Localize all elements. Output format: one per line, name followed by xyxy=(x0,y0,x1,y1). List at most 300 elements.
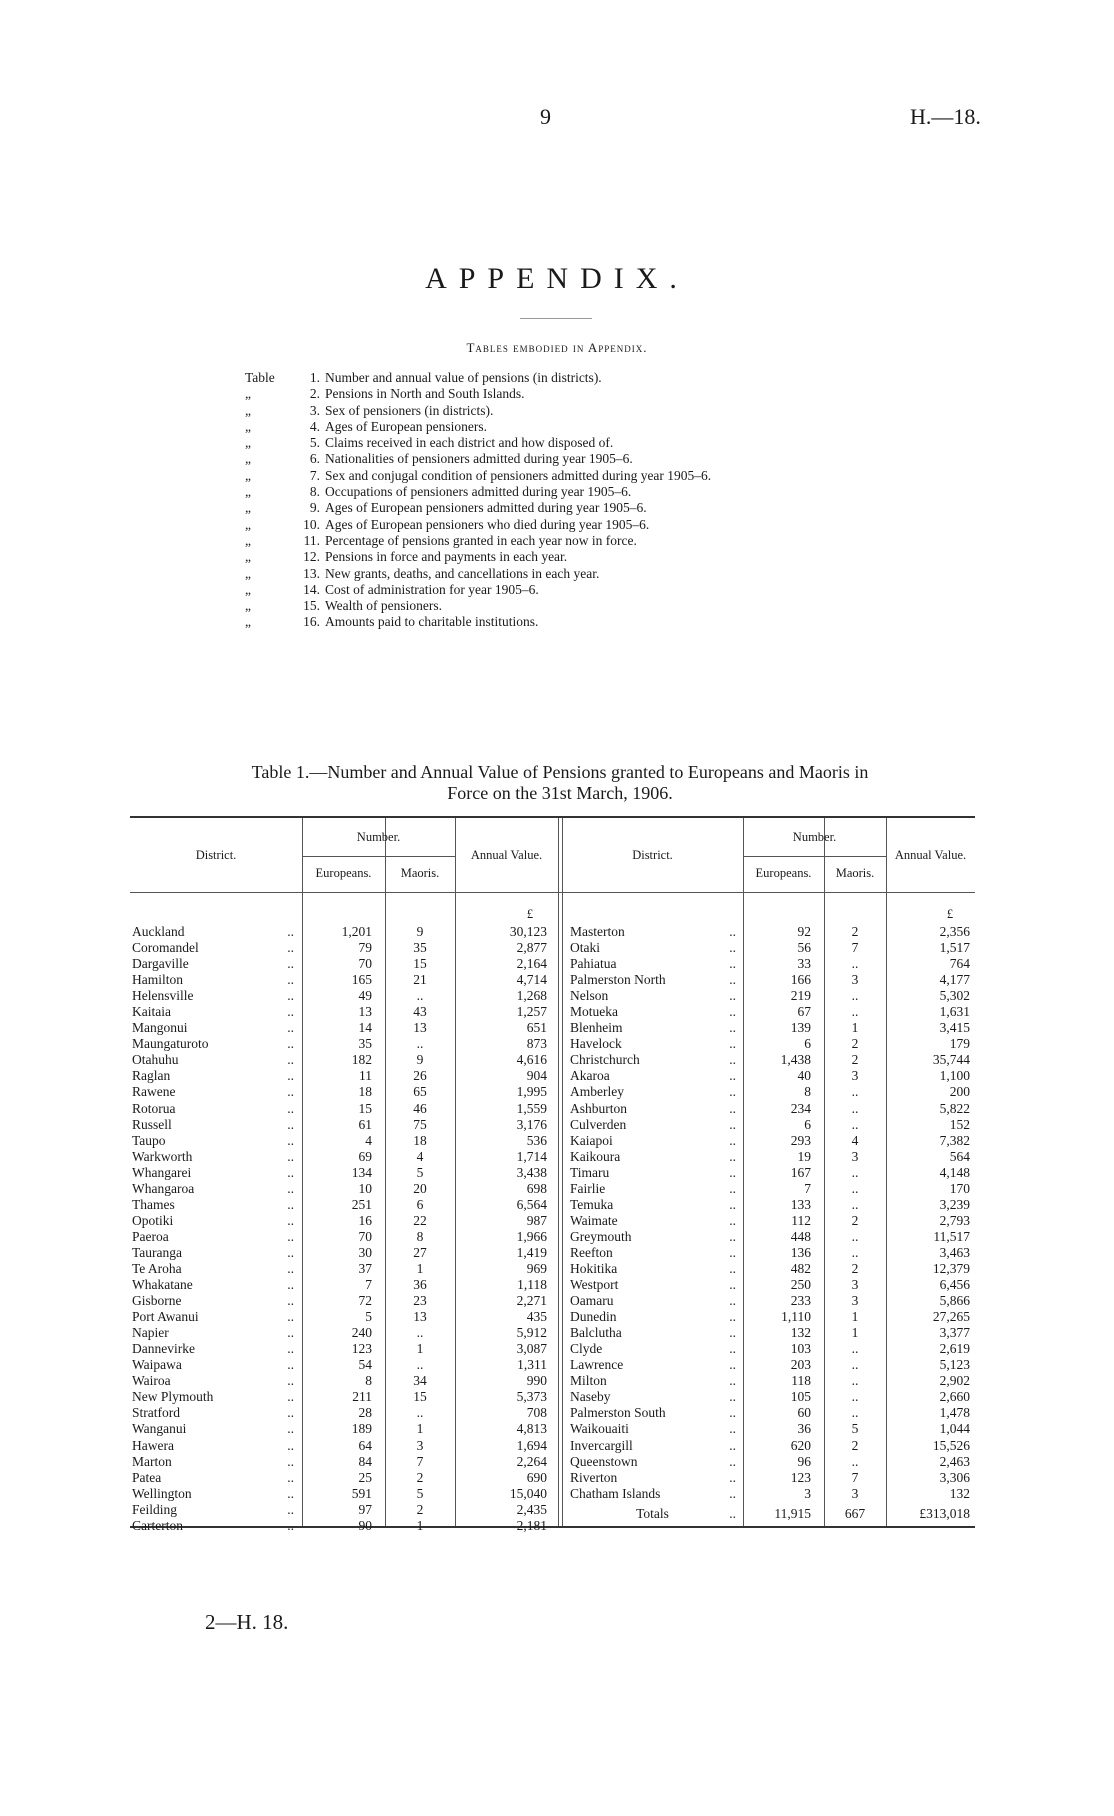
leader-dots: .. xyxy=(287,1244,294,1260)
left-europeans-column xyxy=(302,924,372,1534)
leader-dots: .. xyxy=(287,940,294,956)
leader-dots: .. xyxy=(729,1020,736,1036)
europeans-cell: 167 xyxy=(790,1164,811,1180)
europeans-cell: 28 xyxy=(358,1405,372,1421)
leader-dots: .. xyxy=(729,1036,736,1052)
maoris-cell: 5 xyxy=(851,1421,859,1437)
toc-lead: „ xyxy=(245,484,251,500)
maoris-cell: .. xyxy=(416,1357,424,1373)
annual-value-cell: 2,463 xyxy=(939,1453,970,1469)
annual-value-cell: 969 xyxy=(526,1260,547,1276)
toc-item xyxy=(245,468,711,484)
europeans-cell: 132 xyxy=(790,1325,811,1341)
toc-number: 16. xyxy=(303,614,320,630)
europeans-cell: 6 xyxy=(804,1036,811,1052)
annual-value-cell: 1,257 xyxy=(516,1004,547,1020)
maoris-cell: 4 xyxy=(416,1148,424,1164)
district-cell: Balclutha xyxy=(570,1325,622,1341)
annual-value-cell: 764 xyxy=(949,956,970,972)
maoris-cell: 46 xyxy=(413,1100,427,1116)
leader-dots: .. xyxy=(287,1485,294,1501)
annual-value-cell: 5,373 xyxy=(516,1389,547,1405)
maoris-cell: 15 xyxy=(413,1389,427,1405)
district-cell: Dargaville xyxy=(132,956,189,972)
maoris-cell: 22 xyxy=(413,1212,427,1228)
table-of-contents xyxy=(245,370,711,631)
europeans-cell: 8 xyxy=(365,1373,372,1389)
district-cell: Amberley xyxy=(570,1084,624,1100)
leader-dots: .. xyxy=(729,988,736,1004)
europeans-cell: 35 xyxy=(358,1036,372,1052)
maoris-cell: 2 xyxy=(851,1052,859,1068)
annual-value-cell: 3,239 xyxy=(939,1196,970,1212)
toc-text: Nationalities of pensioners admitted during year 1905–6. xyxy=(325,451,633,467)
maoris-cell: 13 xyxy=(413,1309,427,1325)
district-cell: Rotorua xyxy=(132,1100,176,1116)
district-cell: Ashburton xyxy=(570,1100,627,1116)
europeans-cell: 293 xyxy=(790,1132,811,1148)
toc-text: New grants, deaths, and cancellations in each year. xyxy=(325,565,600,581)
europeans-cell: 60 xyxy=(797,1405,811,1421)
toc-number: 11. xyxy=(303,532,320,548)
leader-dots: .. xyxy=(729,1228,736,1244)
annual-value-cell: 15,040 xyxy=(509,1485,547,1501)
maoris-cell: 65 xyxy=(413,1084,427,1100)
leader-dots: .. xyxy=(729,1469,736,1485)
europeans-cell: 165 xyxy=(351,972,372,988)
annual-value-cell: 1,631 xyxy=(939,1004,970,1020)
toc-lead: „ xyxy=(245,418,251,434)
district-cell: Palmerston North xyxy=(570,972,666,988)
district-cell: Westport xyxy=(570,1277,619,1293)
leader-dots: .. xyxy=(287,1260,294,1276)
leader-dots: .. xyxy=(287,1020,294,1036)
district-cell: Temuka xyxy=(570,1196,614,1212)
leader-dots: .. xyxy=(287,1068,294,1084)
maoris-cell: 18 xyxy=(413,1132,427,1148)
header-annual-value-right: Annual Value. xyxy=(894,848,967,862)
maoris-cell: 75 xyxy=(413,1116,427,1132)
europeans-cell: 96 xyxy=(797,1453,811,1469)
toc-item xyxy=(245,598,711,614)
district-cell: Reefton xyxy=(570,1244,613,1260)
maoris-cell: 23 xyxy=(413,1293,427,1309)
leader-dots: .. xyxy=(287,1036,294,1052)
toc-number: 14. xyxy=(303,581,320,597)
maoris-cell: 21 xyxy=(413,972,427,988)
leader-dots: .. xyxy=(729,1373,736,1389)
maoris-cell: 2 xyxy=(416,1469,424,1485)
leader-dots: .. xyxy=(729,1164,736,1180)
maoris-cell: 2 xyxy=(851,924,859,939)
europeans-cell: 1,201 xyxy=(341,924,372,939)
annual-value-cell: 4,148 xyxy=(939,1164,970,1180)
maoris-cell: 1 xyxy=(416,1421,424,1437)
leader-dots: .. xyxy=(729,1212,736,1228)
district-cell: Otahuhu xyxy=(132,1052,179,1068)
europeans-cell: 19 xyxy=(797,1148,811,1164)
district-cell: Dunedin xyxy=(570,1309,617,1325)
leader-dots: .. xyxy=(287,1100,294,1116)
header-europeans-left: Europeans. xyxy=(315,866,372,880)
annual-value-cell: 5,302 xyxy=(939,988,970,1004)
maoris-cell: 4 xyxy=(851,1132,859,1148)
maoris-cell: .. xyxy=(851,1116,859,1132)
annual-value-cell: 2,181 xyxy=(516,1517,547,1533)
annual-value-cell: 2,264 xyxy=(516,1453,547,1469)
leader-dots: .. xyxy=(287,1196,294,1212)
leader-dots: .. xyxy=(729,1357,736,1373)
district-cell: Wairoa xyxy=(132,1373,171,1389)
toc-lead: Table xyxy=(245,370,275,385)
toc-text: Occupations of pensioners admitted during year 1905–6. xyxy=(325,484,632,500)
totals-annual-value: £313,018 xyxy=(919,1506,970,1521)
leader-dots: .. xyxy=(729,1084,736,1100)
district-cell: Waimate xyxy=(570,1212,618,1228)
district-cell: Taupo xyxy=(132,1132,166,1148)
district-cell: Rawene xyxy=(132,1084,176,1100)
leader-dots: .. xyxy=(287,1421,294,1437)
europeans-cell: 182 xyxy=(351,1052,372,1068)
annual-value-cell: 3,306 xyxy=(939,1469,970,1485)
annual-value-cell: 2,164 xyxy=(516,956,547,972)
header-annual-value-left: Annual Value. xyxy=(470,848,543,862)
toc-text: Ages of European pensioners admitted during year 1905–6. xyxy=(325,500,647,516)
annual-value-cell: 11,517 xyxy=(933,1228,970,1244)
toc-item xyxy=(245,500,711,516)
district-cell: Paeroa xyxy=(132,1228,169,1244)
annual-value-cell: 1,100 xyxy=(939,1068,970,1084)
leader-dots: .. xyxy=(729,1309,736,1325)
toc-number: 8. xyxy=(309,484,320,500)
toc-item xyxy=(245,403,711,419)
toc-item xyxy=(245,582,711,598)
leader-dots: .. xyxy=(287,1517,294,1533)
annual-value-cell: 1,118 xyxy=(517,1277,547,1293)
leader-dots: .. xyxy=(287,1164,294,1180)
leader-dots: .. xyxy=(729,1325,736,1341)
district-cell: Patea xyxy=(132,1469,162,1485)
district-cell: Queenstown xyxy=(570,1453,638,1469)
annual-value-cell: 4,813 xyxy=(516,1421,547,1437)
maoris-cell: .. xyxy=(851,1389,859,1405)
maoris-cell: 2 xyxy=(851,1212,859,1228)
toc-item xyxy=(245,566,711,582)
maoris-cell: 3 xyxy=(851,972,859,988)
header-number-right: Number. xyxy=(792,830,837,844)
europeans-cell: 136 xyxy=(790,1244,811,1260)
maoris-cell: 1 xyxy=(416,1517,424,1533)
annual-value-cell: 27,265 xyxy=(932,1309,970,1325)
annual-value-cell: 3,463 xyxy=(939,1244,970,1260)
annual-value-cell: 2,356 xyxy=(939,924,970,939)
toc-text: Percentage of pensions granted in each year now in force. xyxy=(325,532,637,548)
annual-value-cell: 2,902 xyxy=(939,1373,970,1389)
district-cell: Nelson xyxy=(570,988,609,1004)
europeans-cell: 189 xyxy=(351,1421,372,1437)
europeans-cell: 112 xyxy=(791,1212,811,1228)
annual-value-cell: 1,517 xyxy=(939,940,970,956)
europeans-cell: 56 xyxy=(797,940,811,956)
header-rule xyxy=(743,856,886,857)
europeans-cell: 14 xyxy=(358,1020,372,1036)
totals-leader-dots: .. xyxy=(729,1506,736,1521)
toc-number: 3. xyxy=(309,402,320,418)
europeans-cell: 7 xyxy=(365,1277,372,1293)
leader-dots: .. xyxy=(287,1325,294,1341)
toc-text: Ages of European pensioners who died during year 1905–6. xyxy=(325,516,650,532)
toc-text: Cost of administration for year 1905–6. xyxy=(325,581,539,597)
district-cell: Riverton xyxy=(570,1469,618,1485)
toc-text: Claims received in each district and how disposed of. xyxy=(325,435,614,451)
toc-lead: „ xyxy=(245,386,251,402)
appendix-title: APPENDIX. xyxy=(425,262,689,295)
europeans-cell: 8 xyxy=(804,1084,811,1100)
annual-value-cell: 536 xyxy=(526,1132,547,1148)
maoris-cell: 43 xyxy=(413,1004,427,1020)
annual-value-cell: 15,526 xyxy=(932,1437,970,1453)
district-cell: Thames xyxy=(132,1196,175,1212)
annual-value-cell: 1,419 xyxy=(516,1244,547,1260)
europeans-cell: 97 xyxy=(358,1501,372,1517)
annual-value-cell: 698 xyxy=(526,1180,547,1196)
annual-value-cell: 2,793 xyxy=(939,1212,970,1228)
annual-value-cell: 987 xyxy=(526,1212,547,1228)
annual-value-cell: 4,616 xyxy=(516,1052,547,1068)
europeans-cell: 79 xyxy=(358,940,372,956)
maoris-cell: 2 xyxy=(851,1260,859,1276)
district-cell: Clyde xyxy=(570,1341,603,1357)
europeans-cell: 105 xyxy=(790,1389,811,1405)
district-cell: Otaki xyxy=(570,940,600,956)
annual-value-cell: 435 xyxy=(526,1309,547,1325)
toc-lead: „ xyxy=(245,500,251,516)
toc-item xyxy=(245,614,711,630)
annual-value-cell: 1,966 xyxy=(516,1228,547,1244)
district-cell: Greymouth xyxy=(570,1228,632,1244)
header-europeans-right: Europeans. xyxy=(755,866,812,880)
district-cell: Gisborne xyxy=(132,1293,182,1309)
leader-dots: .. xyxy=(729,1196,736,1212)
europeans-cell: 7 xyxy=(804,1180,811,1196)
toc-item xyxy=(245,419,711,435)
district-cell: Te Aroha xyxy=(132,1260,182,1276)
europeans-cell: 70 xyxy=(358,1228,372,1244)
toc-lead: „ xyxy=(245,451,251,467)
toc-lead: „ xyxy=(245,598,251,614)
toc-lead: „ xyxy=(245,435,251,451)
maoris-cell: 2 xyxy=(851,1036,859,1052)
footer-code: 2—H. 18. xyxy=(205,1610,289,1634)
maoris-cell: 13 xyxy=(413,1020,427,1036)
maoris-cell: 27 xyxy=(413,1244,427,1260)
toc-text: Sex and conjugal condition of pensioners admitted during year 1905–6. xyxy=(325,467,712,483)
europeans-cell: 33 xyxy=(797,956,811,972)
district-cell: Hawera xyxy=(132,1437,174,1453)
district-cell: Fairlie xyxy=(570,1180,606,1196)
maoris-cell: 9 xyxy=(416,1052,424,1068)
district-cell: Christchurch xyxy=(570,1052,640,1068)
leader-dots: .. xyxy=(287,1469,294,1485)
leader-dots: .. xyxy=(729,1485,736,1501)
europeans-cell: 11 xyxy=(359,1068,372,1084)
maoris-cell: 2 xyxy=(416,1501,424,1517)
toc-lead: „ xyxy=(245,532,251,548)
europeans-cell: 250 xyxy=(790,1277,811,1293)
annual-value-cell: 4,714 xyxy=(516,972,547,988)
col-rule xyxy=(562,818,563,1526)
maoris-cell: .. xyxy=(851,1196,859,1212)
district-cell: Carterton xyxy=(132,1517,183,1533)
maoris-cell: 7 xyxy=(851,940,859,956)
annual-value-cell: 179 xyxy=(949,1036,970,1052)
district-cell: Marton xyxy=(132,1453,172,1469)
table1-title-line2: Force on the 31st March, 1906. xyxy=(447,783,673,803)
col-rule xyxy=(558,818,559,1526)
maoris-cell: .. xyxy=(851,1180,859,1196)
right-district-column xyxy=(570,924,700,1502)
toc-item xyxy=(245,386,711,402)
toc-lead: „ xyxy=(245,516,251,532)
district-cell: Tauranga xyxy=(132,1244,183,1260)
document-code: H.—18. xyxy=(910,104,981,129)
maoris-cell: 3 xyxy=(851,1068,859,1084)
maoris-cell: 3 xyxy=(851,1148,859,1164)
district-cell: Waikouaiti xyxy=(570,1421,629,1437)
tables-heading: Tables embodied in Appendix. xyxy=(466,340,648,355)
leader-dots: .. xyxy=(287,1180,294,1196)
europeans-cell: 18 xyxy=(358,1084,372,1100)
leader-dots: .. xyxy=(287,1277,294,1293)
maoris-cell: 3 xyxy=(851,1485,859,1501)
maoris-cell: 34 xyxy=(413,1373,427,1389)
europeans-cell: 92 xyxy=(797,924,811,939)
toc-number: 4. xyxy=(309,418,320,434)
annual-value-cell: 7,382 xyxy=(939,1132,970,1148)
leader-dots: .. xyxy=(729,1132,736,1148)
annual-value-cell: 2,271 xyxy=(516,1293,547,1309)
district-cell: Blenheim xyxy=(570,1020,623,1036)
annual-value-cell: 5,123 xyxy=(939,1357,970,1373)
maoris-cell: .. xyxy=(851,1453,859,1469)
left-maoris-column xyxy=(385,924,455,1534)
district-cell: Hokitika xyxy=(570,1260,618,1276)
table1-title xyxy=(130,762,990,804)
europeans-cell: 13 xyxy=(358,1004,372,1020)
annual-value-cell: 1,694 xyxy=(516,1437,547,1453)
annual-value-cell: 1,311 xyxy=(517,1357,547,1373)
annual-value-cell: 170 xyxy=(949,1180,970,1196)
maoris-cell: 8 xyxy=(416,1228,424,1244)
district-cell: Akaroa xyxy=(570,1068,610,1084)
annual-value-cell: 2,619 xyxy=(939,1341,970,1357)
district-cell: Milton xyxy=(570,1373,607,1389)
annual-value-cell: 651 xyxy=(526,1020,547,1036)
leader-dots: .. xyxy=(729,1116,736,1132)
toc-number: 10. xyxy=(303,516,320,532)
europeans-cell: 166 xyxy=(790,972,811,988)
europeans-cell: 16 xyxy=(358,1212,372,1228)
europeans-cell: 134 xyxy=(351,1164,372,1180)
leader-dots: .. xyxy=(729,1004,736,1020)
maoris-cell: 1 xyxy=(416,1260,424,1276)
leader-dots: .. xyxy=(287,1389,294,1405)
toc-item xyxy=(245,517,711,533)
europeans-cell: 69 xyxy=(358,1148,372,1164)
toc-text: Pensions in force and payments in each year. xyxy=(325,549,568,565)
europeans-cell: 67 xyxy=(797,1004,811,1020)
leader-dots: .. xyxy=(729,1100,736,1116)
header-district-left: District. xyxy=(195,848,237,862)
maoris-cell: 26 xyxy=(413,1068,427,1084)
toc-text: Amounts paid to charitable institutions. xyxy=(325,614,539,630)
toc-item xyxy=(245,533,711,549)
toc-item xyxy=(245,370,711,386)
maoris-cell: .. xyxy=(416,988,424,1004)
header-district-right: District. xyxy=(632,848,673,862)
annual-value-cell: 30,123 xyxy=(509,924,547,939)
leader-dots: .. xyxy=(287,1228,294,1244)
header-rule xyxy=(302,856,455,857)
europeans-cell: 70 xyxy=(358,956,372,972)
annual-value-cell: 2,660 xyxy=(939,1389,970,1405)
district-cell: Dannevirke xyxy=(132,1341,195,1357)
toc-lead: „ xyxy=(245,581,251,597)
europeans-cell: 61 xyxy=(358,1116,372,1132)
toc-number: 2. xyxy=(309,386,320,402)
district-cell: Kaitaia xyxy=(132,1004,171,1020)
leader-dots: .. xyxy=(287,1148,294,1164)
europeans-cell: 234 xyxy=(790,1100,811,1116)
annual-value-cell: 5,912 xyxy=(516,1325,547,1341)
toc-text: Pensions in North and South Islands. xyxy=(325,386,525,402)
europeans-cell: 211 xyxy=(352,1389,372,1405)
toc-number: 6. xyxy=(309,451,320,467)
leader-dots: .. xyxy=(287,972,294,988)
toc-number: 15. xyxy=(303,598,320,614)
leader-dots: .. xyxy=(287,1052,294,1068)
maoris-cell: .. xyxy=(851,1244,859,1260)
maoris-cell: 3 xyxy=(851,1293,859,1309)
annual-value-cell: 873 xyxy=(526,1036,547,1052)
district-cell: Raglan xyxy=(132,1068,171,1084)
leader-dots: .. xyxy=(287,956,294,972)
annual-value-cell: 5,822 xyxy=(939,1100,970,1116)
leader-dots: .. xyxy=(729,1277,736,1293)
toc-number: 5. xyxy=(309,435,320,451)
maoris-cell: .. xyxy=(416,1405,424,1421)
leader-dots: .. xyxy=(287,924,294,939)
leader-dots: .. xyxy=(729,972,736,988)
right-leader-dots xyxy=(700,924,740,1502)
district-cell: New Plymouth xyxy=(132,1389,214,1405)
district-cell: Waipawa xyxy=(132,1357,182,1373)
district-cell: Wellington xyxy=(132,1485,192,1501)
district-cell: Timaru xyxy=(570,1164,610,1180)
district-cell: Coromandel xyxy=(132,940,199,956)
leader-dots: .. xyxy=(729,1421,736,1437)
europeans-cell: 240 xyxy=(351,1325,372,1341)
annual-value-cell: 3,087 xyxy=(516,1341,547,1357)
leader-dots: .. xyxy=(287,1437,294,1453)
district-cell: Havelock xyxy=(570,1036,622,1052)
annual-value-cell: 1,478 xyxy=(939,1405,970,1421)
leader-dots: .. xyxy=(287,1084,294,1100)
toc-number: 7. xyxy=(309,467,320,483)
maoris-cell: 3 xyxy=(851,1277,859,1293)
leader-dots: .. xyxy=(729,1405,736,1421)
annual-value-cell: 6,564 xyxy=(516,1196,547,1212)
